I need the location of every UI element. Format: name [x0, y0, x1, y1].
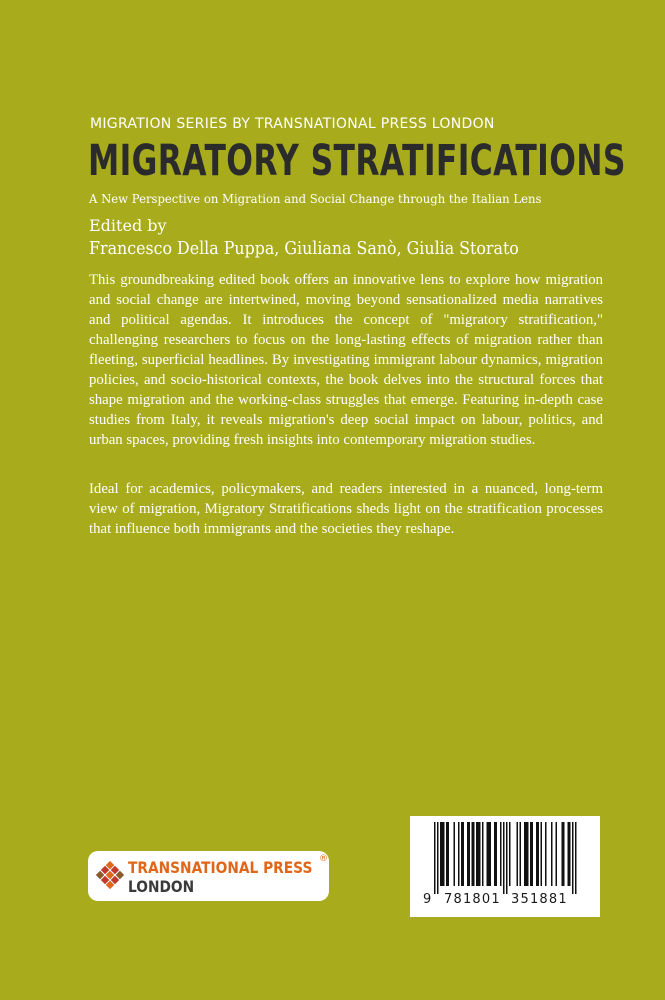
barcode-bar	[479, 822, 481, 886]
barcode-bar	[454, 822, 456, 886]
barcode-bar	[527, 822, 529, 886]
description-paragraph-1: This groundbreaking edited book offers an innovative lens to explore how migration and social change are intertwined, moving beyond sensationalized media narratives and political agendas. It introduces the concept of "migratory stratification," challenging researchers to focus on the long-lasting effects of migration rather than fleeting, superficial headlines. By investigating immigrant labour dynamics, migration policies, and socio-historical contexts, the book delves into the structural forces that shape migration and the working-class struggles that emerge. Featuring in-depth case studies from Italy, it reveals migration's deep social impact on labour, politics, and urban spaces, providing fresh insights into contemporary migration studies.	[89, 272, 603, 448]
description-paragraph-2: Ideal for academics, policymakers, and readers interested in a nuanced, long-term view of migration, Migratory Stratifications sheds light on the stratification processes that influence both immigrants and the societies they reshape.	[89, 481, 603, 537]
barcode-bar	[488, 822, 490, 886]
editors-names: Francesco Della Puppa, Giuliana Sanò, Giulia Storato	[89, 238, 519, 259]
barcode-bar	[478, 822, 480, 886]
barcode-bar	[476, 822, 478, 886]
barcode-bar	[467, 822, 469, 886]
barcode-bar	[503, 822, 505, 894]
isbn-first-digit: 9	[423, 892, 433, 907]
barcode-bar	[541, 822, 543, 886]
isbn-left-group: 781801	[444, 892, 501, 907]
isbn-barcode	[410, 816, 600, 917]
barcode-bar	[509, 822, 511, 886]
barcode-bar	[563, 822, 565, 886]
publisher-city: LONDON	[128, 877, 195, 896]
barcode-bar	[556, 822, 558, 886]
book-title: MIGRATORY STRATIFICATIONS	[88, 136, 626, 186]
barcode-bar	[482, 822, 484, 886]
barcode-bar	[526, 822, 528, 886]
barcode-bar	[500, 822, 502, 886]
barcode-bar	[517, 822, 519, 886]
barcode-bar	[520, 822, 522, 886]
barcode-bar	[469, 822, 471, 886]
edited-by-label: Edited by	[89, 216, 167, 235]
barcode-bar	[494, 822, 496, 886]
barcode-bar	[437, 822, 439, 894]
barcode-bar	[572, 822, 574, 894]
publisher-logo	[88, 851, 329, 901]
barcode-bar	[461, 822, 463, 886]
barcode-bar	[551, 822, 553, 886]
book-subtitle: A New Perspective on Migration and Social Change through the Italian Lens	[89, 191, 542, 206]
series-line: MIGRATION SERIES BY TRANSNATIONAL PRESS LONDON	[90, 116, 495, 132]
barcode-bar	[473, 822, 475, 886]
barcode-bar	[524, 822, 526, 886]
barcode-bar	[538, 822, 540, 886]
barcode-bars	[410, 816, 600, 917]
barcode-bar	[506, 822, 508, 894]
barcode-bar	[434, 822, 436, 894]
barcode-bar	[490, 822, 492, 886]
barcode-bar	[446, 822, 448, 886]
publisher-name: TRANSNATIONAL PRESS	[128, 858, 313, 877]
registered-mark: ®	[319, 854, 328, 864]
barcode-bar	[562, 822, 564, 886]
barcode-bar	[496, 822, 498, 886]
barcode-bar	[463, 822, 465, 886]
isbn-right-group: 351881	[511, 892, 568, 907]
barcode-bar	[448, 822, 450, 886]
barcode-bar	[545, 822, 547, 886]
barcode-bar	[440, 822, 442, 886]
barcode-bar	[442, 822, 444, 886]
barcode-bar	[568, 822, 570, 886]
barcode-bar	[458, 822, 460, 886]
barcode-bar	[569, 822, 571, 886]
barcode-bar	[530, 822, 532, 886]
barcode-bar	[532, 822, 534, 886]
diamond-grid-icon	[94, 859, 126, 891]
barcode-bar	[443, 822, 445, 886]
barcode-bar	[575, 822, 577, 894]
barcode-bar	[472, 822, 474, 886]
barcode-bar	[536, 822, 538, 886]
barcode-bar	[487, 822, 489, 886]
